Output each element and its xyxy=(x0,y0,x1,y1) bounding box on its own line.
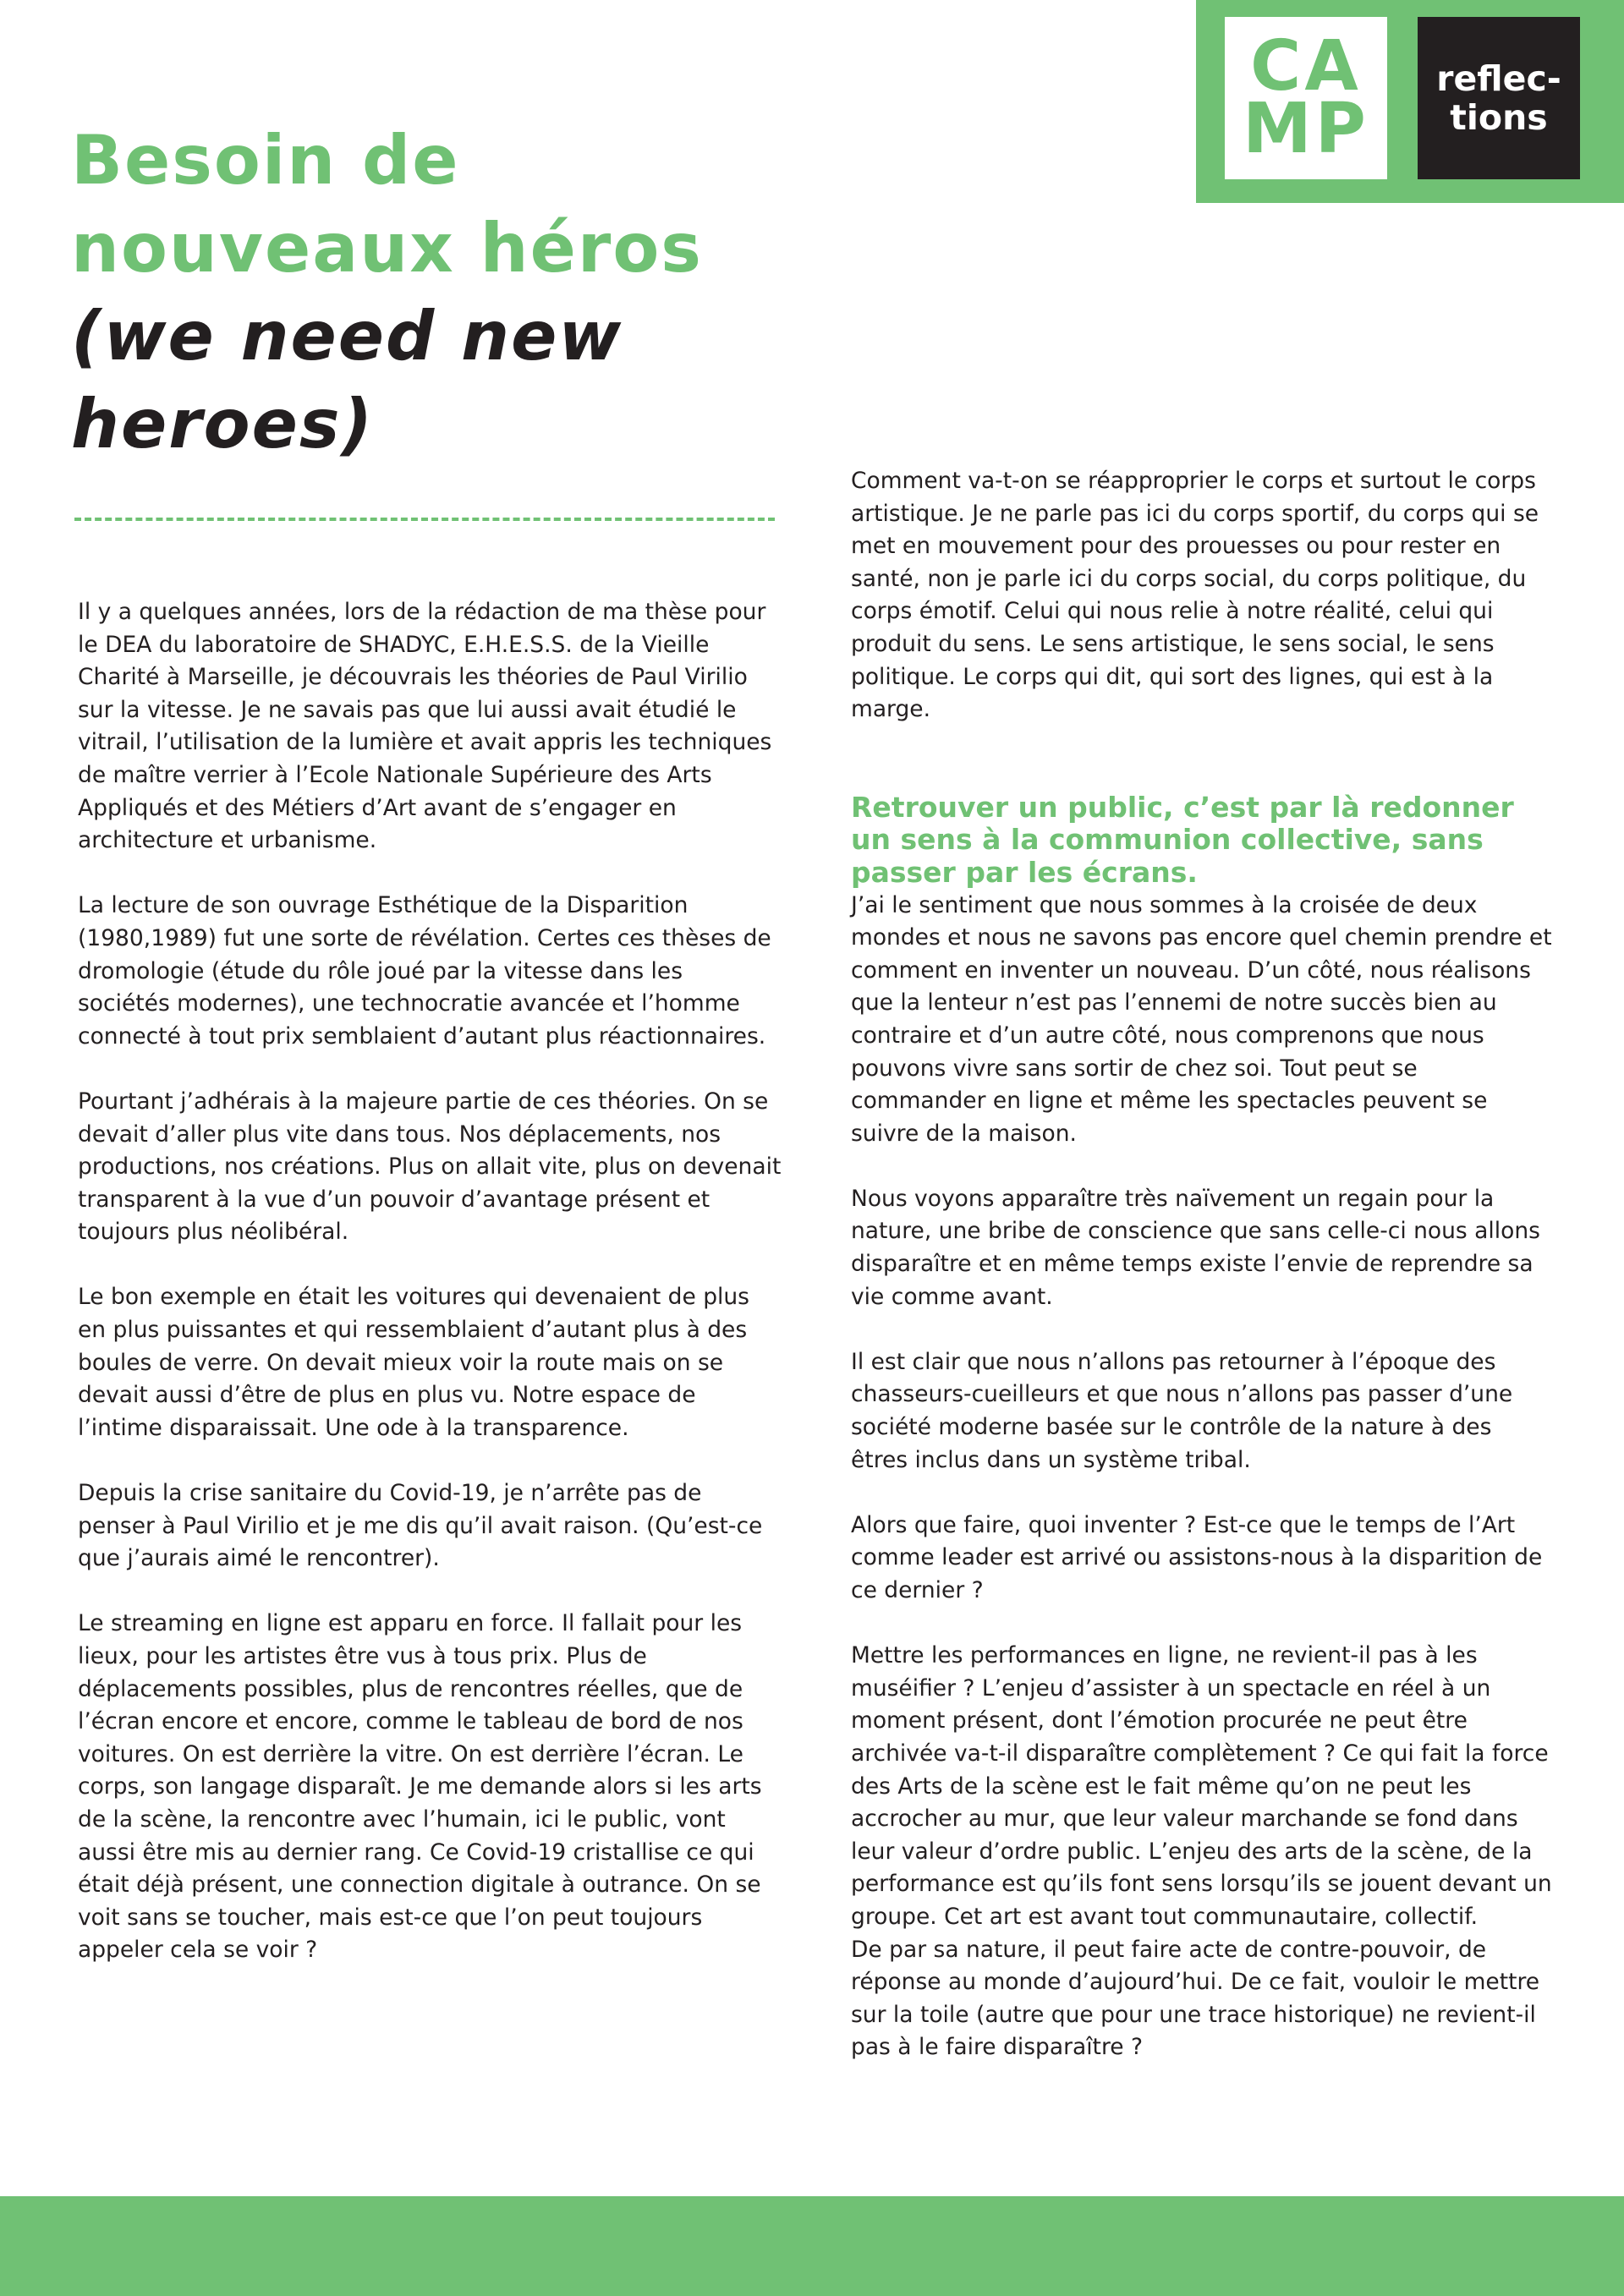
body-paragraph: Le streaming en ligne est apparu en force. Il fallait pour les lieux, pour les artistes être vus à tous prix. Plus de déplacements possibles, plus de rencontres réelles, que de l’écran encore et encore, comme le tableau de bord de nos voitures. On est derrière la vitre. On est derrière l’écran. Le corps, son langage disparaît. Je me demande alors si les arts de la scène, la rencontre avec l’humain, ici le public, vont aussi être mis au dernier rang. Ce Covid-19 cristallise ce qui était déjà présent, une connection digitale à outrance. On se voit sans se toucher, mais est-ce que l’on peut toujours appeler cela se voir ? xyxy=(78,1610,762,1964)
left-column xyxy=(78,596,782,1967)
camp-logo-line1: CA xyxy=(1250,26,1362,107)
section-subheading: Retrouver un public, c’est par là redonner un sens à la communion collective, sans passer par les écrans. xyxy=(851,790,1514,889)
body-paragraph: Il y a quelques années, lors de la rédaction de ma thèse pour le DEA du laboratoire de SHADYC, E.H.E.S.S. de la Vieille Charité à Marseille, je découvrais les théories de Paul Virilio sur la vitesse. Je ne savais pas que lui aussi avait étudié le vitrail, l’utilisation de la lumière et avait appris les techniques de maître verrier à l’Ecole Nationale Supérieure des Arts Appliqués et des Métiers d’Art avant de s’engager en architecture et urbanisme. xyxy=(78,599,772,854)
body-paragraph: Alors que faire, quoi inventer ? Est-ce que le temps de l’Art comme leader est arrivé ou assistons-nous à la disparition de ce dernier ? xyxy=(851,1511,1543,1603)
body-paragraph: J’ai le sentiment que nous sommes à la croisée de deux mondes et nous ne savons pas encore quel chemin prendre et comment en inventer un nouveau. D’un côté, nous réalisons que la lenteur n’est pas l’ennemi de notre succès bien au contraire et d’un autre côté, nous comprenons que nous pouvons vivre sans sortir de chez soi. Tout peut se commander en ligne et même les spectacles peuvent se suivre de la maison. xyxy=(851,891,1552,1147)
camp-logo-line2: MP xyxy=(1243,89,1369,169)
reflections-logo-line1: reflec- xyxy=(1436,58,1561,99)
title-english-line1: (we need new xyxy=(71,297,623,375)
reflections-logo-block xyxy=(1418,17,1580,179)
page-title xyxy=(71,117,832,469)
body-paragraph: Pourtant j’adhérais à la majeure partie de ces théories. On se devait d’aller plus vite dans tous. Nos déplacements, nos productions, nos créations. Plus on allait vite, plus on devenait transparent à la vue d’un pouvoir d’avantage présent et toujours plus néolibéral. xyxy=(78,1088,782,1246)
camp-logo-block xyxy=(1225,17,1387,179)
dashed-divider xyxy=(74,518,775,521)
right-column xyxy=(851,465,1555,2064)
body-paragraph: Le bon exemple en était les voitures qui devenaient de plus en plus puissantes et qui ressemblaient d’autant plus à des boules de verre. On devait mieux voir la route mais on se devait aussi d’être de plus en plus vu. Notre espace de l’intime disparaissait. Une ode à la transparence. xyxy=(78,1284,749,1441)
title-french-line1: Besoin de xyxy=(71,121,460,200)
camp-reflections-logo xyxy=(1196,0,1624,203)
footer-band xyxy=(0,2196,1624,2296)
intro-paragraph: Comment va-t-on se réapproprier le corps et surtout le corps artistique. Je ne parle pas ici du corps sportif, du corps qui se met en mouvement pour des prouesses ou pour rester en santé, non je parle ici du corps social, du corps politique, du corps émotif. Celui qui nous relie à notre réalité, celui qui produit du sens. Le sens artistique, le sens social, le sens politique. Le corps qui dit, qui sort des lignes, qui est à la marge. xyxy=(851,468,1539,723)
body-paragraph: Nous voyons apparaître très naïvement un regain pour la nature, une bribe de conscience que sans celle-ci nous allons disparaître et en même temps existe l’envie de reprendre sa vie comme avant. xyxy=(851,1185,1540,1310)
body-paragraph: La lecture de son ouvrage Esthétique de la Disparition (1980,1989) fut une sorte de révélation. Certes ces thèses de dromologie (étude du rôle joué par la vitesse dans les sociétés modernes), une technocratie avancée et l’homme connecté à tout prix semblaient d’autant plus réactionnaires. xyxy=(78,892,771,1049)
title-french-line2: nouveaux héros xyxy=(71,209,703,288)
body-paragraph: Il est clair que nous n’allons pas retourner à l’époque des chasseurs-cueilleurs et que nous n’allons pas passer d’une société moderne basée sur le contrôle de la nature à des êtres inclus dans un système tribal. xyxy=(851,1348,1513,1473)
title-english-line2: heroes) xyxy=(71,385,375,463)
body-paragraph: Depuis la crise sanitaire du Covid-19, je n’arrête pas de penser à Paul Virilio et je me dis qu’il avait raison. (Qu’est-ce que j’aurais aimé le rencontrer). xyxy=(78,1480,763,1572)
body-paragraph: Mettre les performances en ligne, ne revient-il pas à les muséifier ? L’enjeu d’assister à un spectacle en réel à un moment présent, dont l’émotion procurée ne peut être archivée va-t-il disparaître complètement ? Ce qui fait la force des Arts de la scène est le fait même qu’on ne peut les accrocher au mur, que leur valeur marchande se fond dans leur valeur d’ordre public. L’enjeu des arts de la scène, de la performance est qu’ils font sens lorsqu’ils se jouent devant un groupe. Cet art est avant tout communautaire, collectif. xyxy=(851,1642,1552,1930)
body-paragraph: De par sa nature, il peut faire acte de contre-pouvoir, de réponse au monde d’aujourd’hui. De ce fait, vouloir le mettre sur la toile (autre que pour une trace historique) ne revient-il pas à le faire disparaître ? xyxy=(851,1936,1540,2061)
reflections-logo-line2: tions xyxy=(1450,97,1548,138)
